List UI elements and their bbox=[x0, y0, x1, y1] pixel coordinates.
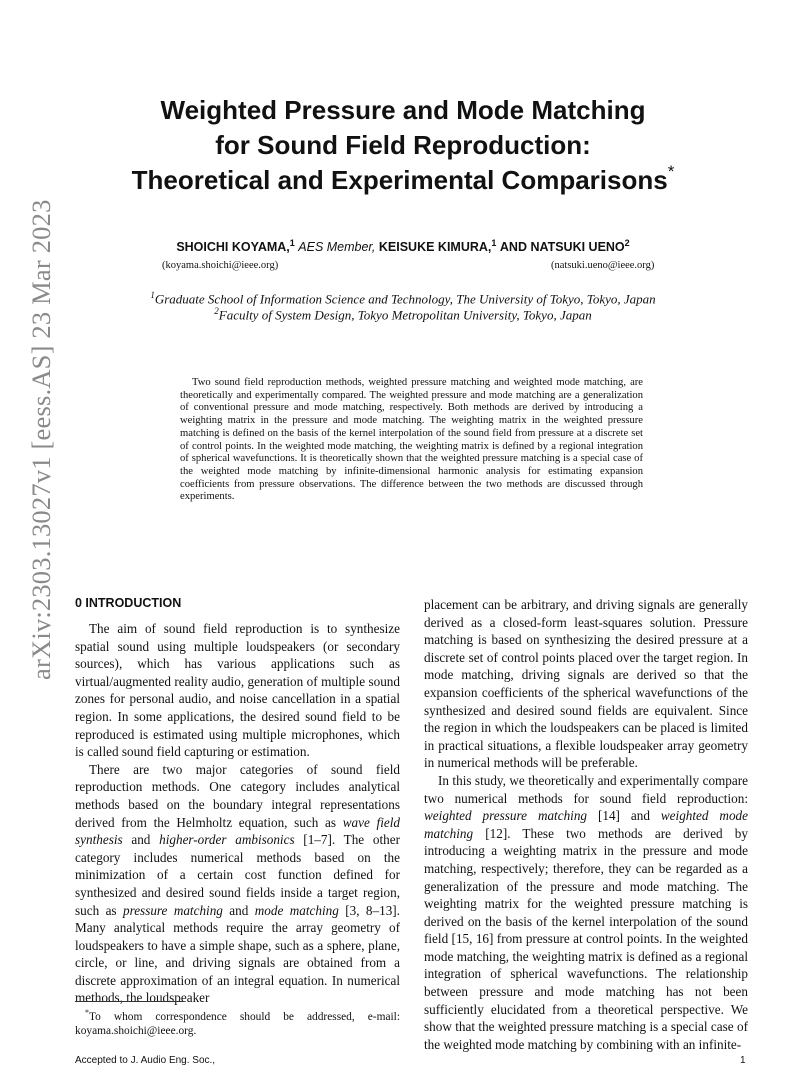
term-higher-order-ambisonics: higher-order ambisonics bbox=[159, 832, 295, 848]
term-pressure-matching: pressure matching bbox=[122, 902, 223, 918]
section-heading-introduction: 0 INTRODUCTION bbox=[75, 596, 182, 610]
paragraph-2-text: [1–7]. The other category includes numerical methods based on the minimization of a certain cost function defined for synthesized and desired sound fields inside a target region, such as bbox=[75, 832, 400, 918]
term-wave-field-synthesis: wave field synthesis bbox=[75, 814, 400, 848]
page-number: 1 bbox=[740, 1055, 746, 1066]
paragraph-4-text: [14] and bbox=[587, 808, 661, 824]
left-column bbox=[75, 620, 400, 1007]
abstract: Two sound field reproduction methods, weighted pressure matching and weighted mode matching, are theoretically and experimentally compared. The weighted pressure and mode matching are a generalization of conventional pressure and mode matching, respectively. Both methods are derived by introducing a weighting matrix in the pressure and mode matching. The weighting matrix in the weighted pressure matching is defined on the basis of the kernel interpolation of the sound field from pressure at a discrete set of control points. In the weighted mode matching, the weighting matrix is defined by a regional integration of spherical wavefunctions. It is theoretically shown that the weighted pressure matching is a special case of the weighted mode matching by infinite-dimensional harmonic analysis for estimating expansion coefficients from pressure observations. The difference between the two methods are discussed through experiments. bbox=[180, 377, 643, 503]
paper-title bbox=[100, 93, 706, 198]
affiliation-1-text: Graduate School of Information Science and Technology, The University of Tokyo, Tokyo, Japan bbox=[154, 291, 656, 307]
affiliation-2-text: Faculty of System Design, Tokyo Metropolitan University, Tokyo, Japan bbox=[218, 307, 592, 323]
term-weighted-mode-matching: weighted mode matching bbox=[424, 808, 748, 841]
paragraph-3: placement can be arbitrary, and driving signals are generally derived as a closed-form least-squares solution. Pressure matching is based on synthesizing the desired pressure at a discrete set of control points placed over the target region. In mode matching, driving signals are derived so that the expansion coefficients of the spherical wavefunctions of the synthesized and desired sound fields are equivalent. Since the region in which the loudspeakers can be placed is limited in practical situations, a flexible loudspeaker array geometry in numerical methods will be preferable. bbox=[424, 597, 748, 771]
title-footnote-marker: * bbox=[667, 162, 675, 181]
author-1-name: SHOICHI KOYAMA, bbox=[176, 240, 290, 255]
affiliation-2 bbox=[120, 306, 686, 323]
email-koyama: (koyama.shoichi@ieee.org) bbox=[162, 260, 279, 271]
title-line-1: Weighted Pressure and Mode Matching bbox=[160, 95, 646, 125]
term-weighted-pressure-matching: weighted pressure matching bbox=[424, 808, 588, 824]
paragraph-4-text: [12]. These two methods are derived by introducing a weighting matrix in the pressure and mode matching, respectively; therefore, they can be regarded as a generalization of the pressure and mode matching. The weighting matrix for the weighted pressure matching is derived on the basis of the kernel interpolation of the sound field [15, 16] from pressure at control points. In the weighted mode matching, the weighting matrix is defined as a regional integration of spherical wavefunctions. The relationship between pressure and mode matching has not been sufficiently elucidated from a theoretical perspective. We show that the weighted pressure matching is a special case of the weighted mode matching by combining with an infinite- bbox=[424, 825, 748, 1052]
paragraph-4 bbox=[424, 772, 748, 1054]
paragraph-4-text: In this study, we theoretically and experimentally compare two numerical methods for sound field reproduction: bbox=[424, 772, 748, 806]
paragraph-2-text: and bbox=[122, 832, 160, 848]
author-2-name: KEISUKE KIMURA, bbox=[378, 240, 492, 255]
paragraph-1: The aim of sound field reproduction is to synthesize spatial sound using multiple loudspeakers (or secondary sources), which has various applications such as virtual/augmented reality audio, generation of multiple sound zones for personal audio, and noise cancellation in a spatial region. In some applications, the desired sound field to be reproduced is estimated using multiple microphones, which is called sound field capturing or estimation. bbox=[75, 621, 400, 760]
footnote-divider bbox=[75, 1001, 183, 1002]
author-list bbox=[120, 238, 686, 254]
author-3-name: AND NATSUKI UENO bbox=[499, 240, 625, 255]
term-mode-matching: mode matching bbox=[254, 902, 339, 918]
author-1-affiliation: 1 bbox=[289, 238, 295, 248]
footnote bbox=[75, 1006, 400, 1039]
paragraph-2-text: and bbox=[222, 902, 255, 918]
paragraph-2-text: There are two major categories of sound field reproduction methods. One category includes analytical methods based on the boundary integral representations derived from the Helmholtz equation, such as bbox=[75, 761, 400, 830]
affiliation-2-number: 2 bbox=[214, 306, 219, 316]
email-ueno: (natsuki.ueno@ieee.org) bbox=[551, 260, 655, 271]
footnote-text: To whom correspondence should be addressed, e-mail: koyama.shoichi@ieee.org. bbox=[75, 1010, 400, 1038]
title-line-3 bbox=[100, 163, 706, 198]
paragraph-2-text: [3, 8–13]. Many analytical methods require the array geometry of loudspeakers to have a simple shape, such as a sphere, plane, circle, or line, and driving signals are obtained from a discrete approximation of an integral equation. In numerical methods, the loudspeaker bbox=[75, 902, 400, 1006]
arxiv-identifier bbox=[20, 199, 60, 680]
footer-journal: Accepted to J. Audio Eng. Soc., bbox=[75, 1055, 216, 1066]
paragraph-2 bbox=[75, 761, 400, 1007]
author-1-role: AES Member, bbox=[298, 240, 376, 255]
affiliation-1 bbox=[120, 290, 686, 307]
title-line-2: for Sound Field Reproduction: bbox=[215, 130, 591, 160]
right-column bbox=[424, 596, 748, 1053]
footnote-marker: * bbox=[85, 1008, 89, 1017]
author-3-affiliation: 2 bbox=[624, 238, 630, 248]
affiliation-1-number: 1 bbox=[150, 290, 155, 300]
title-line-3-text: Theoretical and Experimental Comparisons bbox=[131, 165, 668, 195]
author-2-affiliation: 1 bbox=[491, 238, 497, 248]
arxiv-id-text: arXiv:2303.13027v1 [eess.AS] 23 Mar 2023 bbox=[26, 199, 56, 680]
